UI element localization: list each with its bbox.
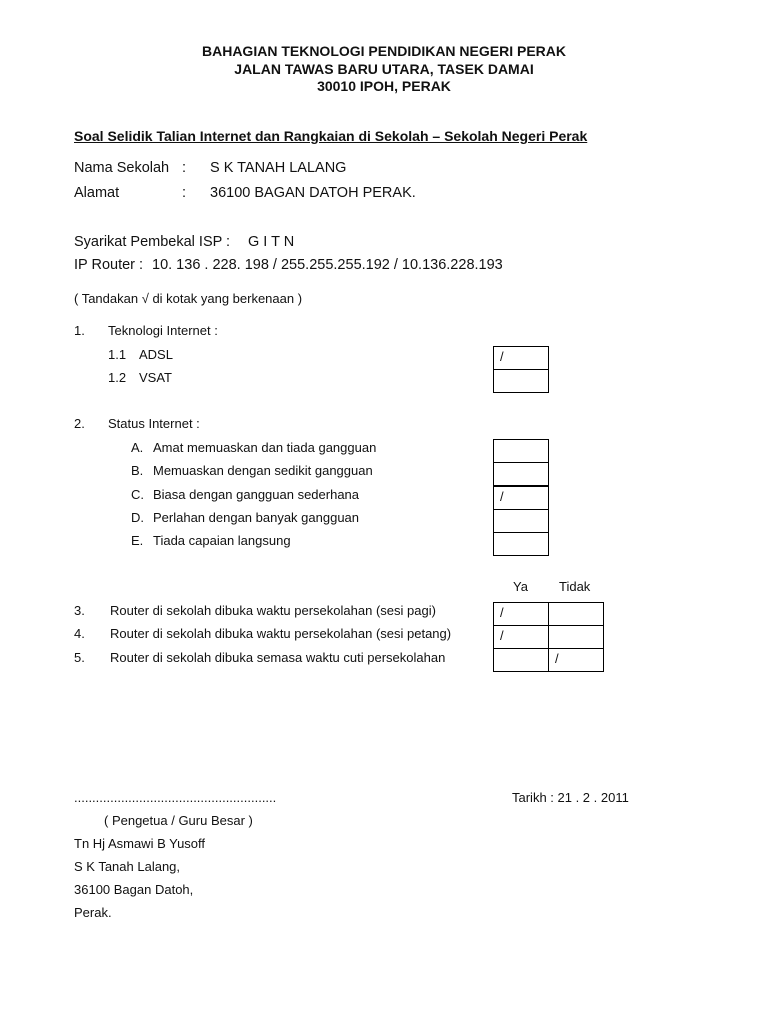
q1-option-num: 1.1 <box>108 347 127 362</box>
q4-number: 4. <box>74 626 85 641</box>
school-name-sep: : <box>182 160 187 176</box>
ya-header: Ya <box>513 579 528 594</box>
q4-ya-checkbox[interactable]: / <box>493 625 549 649</box>
tidak-header: Tidak <box>559 579 591 594</box>
q2-number: 2. <box>74 416 85 431</box>
q2-option-label: Biasa dengan gangguan sederhana <box>153 487 360 502</box>
q1-title: Teknologi Internet : <box>108 323 218 338</box>
signature-line: ........................................................ <box>74 790 277 805</box>
school-address-sep: : <box>182 185 187 201</box>
signer-role: ( Pengetua / Guru Besar ) <box>104 813 253 828</box>
q2-option-letter: D. <box>131 510 144 525</box>
school-address-label: Alamat <box>74 185 120 201</box>
q5-tidak-checkbox[interactable]: / <box>548 648 604 672</box>
header-line-2: JALAN TAWAS BARU UTARA, TASEK DAMAI <box>234 61 534 77</box>
q4-label: Router di sekolah dibuka waktu persekolahan (sesi petang) <box>110 626 452 641</box>
q2-option-label: Perlahan dengan banyak gangguan <box>153 510 360 525</box>
q1-checkbox-vsat[interactable] <box>493 369 549 393</box>
q3-number: 3. <box>74 603 85 618</box>
q2-checkbox-a[interactable] <box>493 439 549 463</box>
header-line-3: 30010 IPOH, PERAK <box>317 78 451 94</box>
date-text: Tarikh : 21 . 2 . 2011 <box>512 790 629 805</box>
q1-option-label: ADSL <box>139 347 173 362</box>
q2-option-label: Tiada capaian langsung <box>153 533 291 548</box>
q2-option-letter: E. <box>131 533 144 548</box>
q2-option-letter: C. <box>131 487 144 502</box>
header-line-1: BAHAGIAN TEKNOLOGI PENDIDIKAN NEGERI PERAK <box>201 43 567 59</box>
q2-checkbox-e[interactable] <box>493 532 549 556</box>
ip-router-label: IP Router : <box>74 257 144 273</box>
q1-number: 1. <box>74 323 85 338</box>
q4-tidak-checkbox[interactable] <box>548 625 604 649</box>
q1-option-label: VSAT <box>139 370 172 385</box>
q2-option-letter: A. <box>131 440 144 455</box>
signer-address-2: 36100 Bagan Datoh, <box>74 882 194 897</box>
q2-option-letter: B. <box>131 463 144 478</box>
signer-name: Tn Hj Asmawi B Yusoff <box>74 836 206 851</box>
q2-checkbox-c[interactable]: / <box>493 486 549 510</box>
q2-checkbox-d[interactable] <box>493 509 549 533</box>
signer-address-3: Perak. <box>74 905 112 920</box>
school-name-value: S K TANAH LALANG <box>210 160 347 176</box>
signer-address-1: S K Tanah Lalang, <box>74 859 181 874</box>
q2-option-label: Amat memuaskan dan tiada gangguan <box>153 440 377 455</box>
q1-option-num: 1.2 <box>108 370 127 385</box>
q1-checkbox-adsl[interactable]: / <box>493 346 549 370</box>
q3-label: Router di sekolah dibuka waktu persekolahan (sesi pagi) <box>110 603 436 618</box>
page-title: Soal Selidik Talian Internet dan Rangkaian di Sekolah – Sekolah Negeri Perak <box>74 128 588 144</box>
q2-checkbox-b[interactable] <box>493 462 549 486</box>
school-name-label: Nama Sekolah <box>74 160 170 176</box>
school-address-value: 36100 BAGAN DATOH PERAK. <box>210 185 416 201</box>
ip-router-value: 10. 136 . 228. 198 / 255.255.255.192 / 10.136.228.193 <box>152 257 503 273</box>
instruction-text: ( Tandakan √ di kotak yang berkenaan ) <box>74 291 303 306</box>
q2-title: Status Internet : <box>108 416 200 431</box>
isp-value: G I T N <box>248 234 295 250</box>
q3-tidak-checkbox[interactable] <box>548 602 604 626</box>
q3-ya-checkbox[interactable]: / <box>493 602 549 626</box>
q5-number: 5. <box>74 650 85 665</box>
q2-option-label: Memuaskan dengan sedikit gangguan <box>153 463 373 478</box>
q5-label: Router di sekolah dibuka semasa waktu cuti persekolahan <box>110 650 446 665</box>
isp-label: Syarikat Pembekal ISP : <box>74 234 231 250</box>
q5-ya-checkbox[interactable] <box>493 648 549 672</box>
